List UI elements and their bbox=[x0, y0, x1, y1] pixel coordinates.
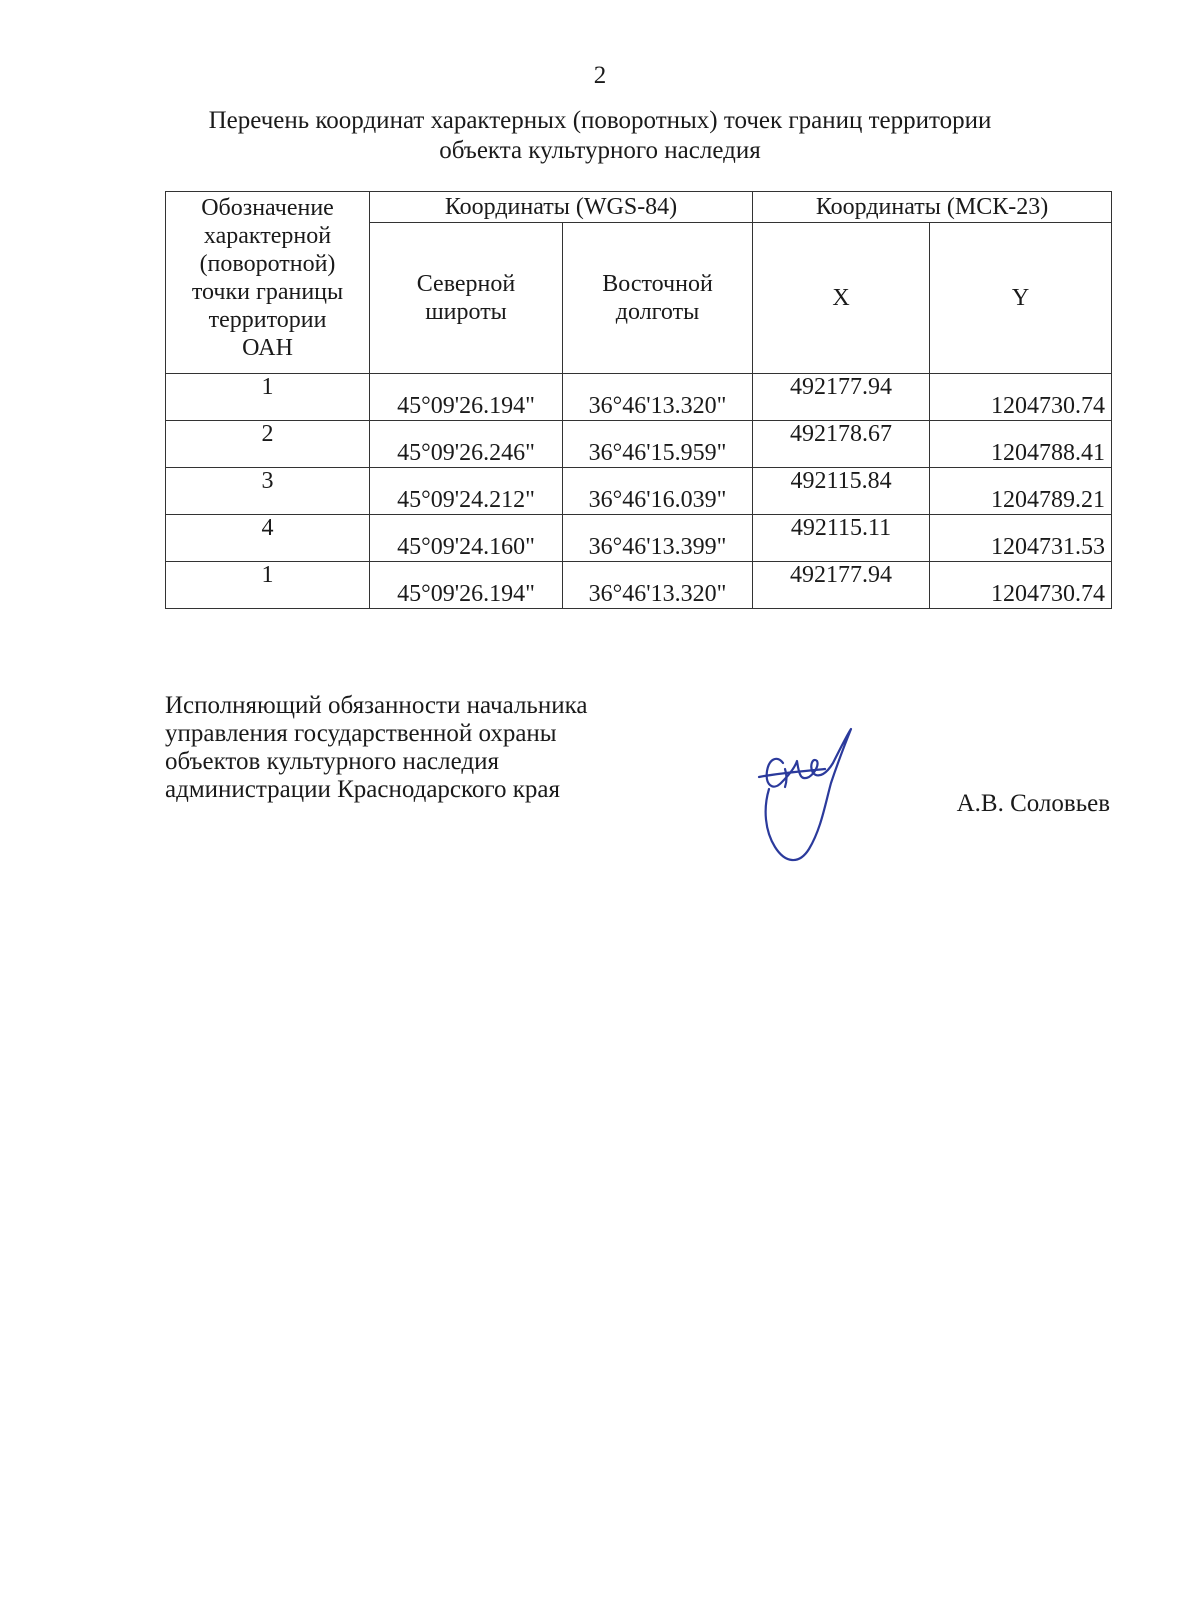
coordinates-table bbox=[165, 191, 1112, 609]
header-text-line: широты bbox=[425, 299, 507, 325]
point-number-cell: 2 bbox=[166, 421, 370, 468]
table-row bbox=[166, 421, 1112, 468]
page-number: 2 bbox=[593, 62, 607, 89]
header-north-latitude bbox=[370, 223, 563, 374]
position-line: объектов культурного наследия bbox=[165, 748, 499, 775]
y-cell: 1204731.53 bbox=[930, 515, 1112, 562]
header-text-line: точки границы bbox=[191, 279, 344, 305]
header-wgs84-group: Координаты (WGS-84) bbox=[370, 192, 753, 223]
point-number-cell: 3 bbox=[166, 468, 370, 515]
latitude-cell: 45°09'24.160" bbox=[370, 515, 563, 562]
point-number-cell: 1 bbox=[166, 374, 370, 421]
header-msk23-group: Координаты (МСК-23) bbox=[753, 192, 1112, 223]
table-row bbox=[166, 374, 1112, 421]
header-text-line: Северной bbox=[416, 271, 516, 297]
point-number-cell: 4 bbox=[166, 515, 370, 562]
table-row bbox=[166, 515, 1112, 562]
header-text-line: (поворотной) bbox=[199, 251, 336, 277]
latitude-cell: 45°09'26.194" bbox=[370, 562, 563, 609]
longitude-cell: 36°46'15.959" bbox=[563, 421, 753, 468]
latitude-cell: 45°09'26.246" bbox=[370, 421, 563, 468]
header-x: X bbox=[753, 223, 930, 374]
document-title-line: объекта культурного наследия bbox=[439, 137, 761, 164]
longitude-cell: 36°46'13.320" bbox=[563, 374, 753, 421]
longitude-cell: 36°46'16.039" bbox=[563, 468, 753, 515]
longitude-cell: 36°46'13.399" bbox=[563, 515, 753, 562]
y-cell: 1204730.74 bbox=[930, 562, 1112, 609]
document-title bbox=[150, 106, 1050, 166]
signer-name: А.В. Соловьев bbox=[956, 790, 1110, 817]
table-body bbox=[166, 374, 1112, 609]
header-y: Y bbox=[930, 223, 1112, 374]
position-line: Исполняющий обязанности начальника bbox=[165, 692, 588, 719]
table-row bbox=[166, 468, 1112, 515]
x-cell: 492177.94 bbox=[753, 374, 930, 421]
header-text-line: территории bbox=[208, 307, 327, 333]
point-number-cell: 1 bbox=[166, 562, 370, 609]
signatory-position bbox=[165, 692, 685, 804]
header-text-line: Обозначение bbox=[201, 195, 334, 221]
header-text-line: ОАН bbox=[242, 335, 293, 361]
table-row bbox=[166, 562, 1112, 609]
signature-strokes bbox=[759, 729, 851, 860]
table-header bbox=[166, 192, 1112, 374]
handwritten-signature bbox=[755, 725, 885, 885]
header-point-designation bbox=[166, 192, 370, 374]
x-cell: 492178.67 bbox=[753, 421, 930, 468]
header-text-line: характерной bbox=[203, 223, 332, 249]
y-cell: 1204730.74 bbox=[930, 374, 1112, 421]
y-cell: 1204789.21 bbox=[930, 468, 1112, 515]
y-cell: 1204788.41 bbox=[930, 421, 1112, 468]
position-line: управления государственной охраны bbox=[165, 720, 557, 747]
position-line: администрации Краснодарского края bbox=[165, 776, 561, 803]
header-text-line: Восточной bbox=[602, 271, 713, 297]
x-cell: 492115.84 bbox=[753, 468, 930, 515]
longitude-cell: 36°46'13.320" bbox=[563, 562, 753, 609]
header-text-line: долготы bbox=[615, 299, 700, 325]
latitude-cell: 45°09'26.194" bbox=[370, 374, 563, 421]
latitude-cell: 45°09'24.212" bbox=[370, 468, 563, 515]
x-cell: 492115.11 bbox=[753, 515, 930, 562]
header-east-longitude bbox=[563, 223, 753, 374]
document-title-line: Перечень координат характерных (поворотных) точек границ территории bbox=[208, 107, 992, 134]
x-cell: 492177.94 bbox=[753, 562, 930, 609]
